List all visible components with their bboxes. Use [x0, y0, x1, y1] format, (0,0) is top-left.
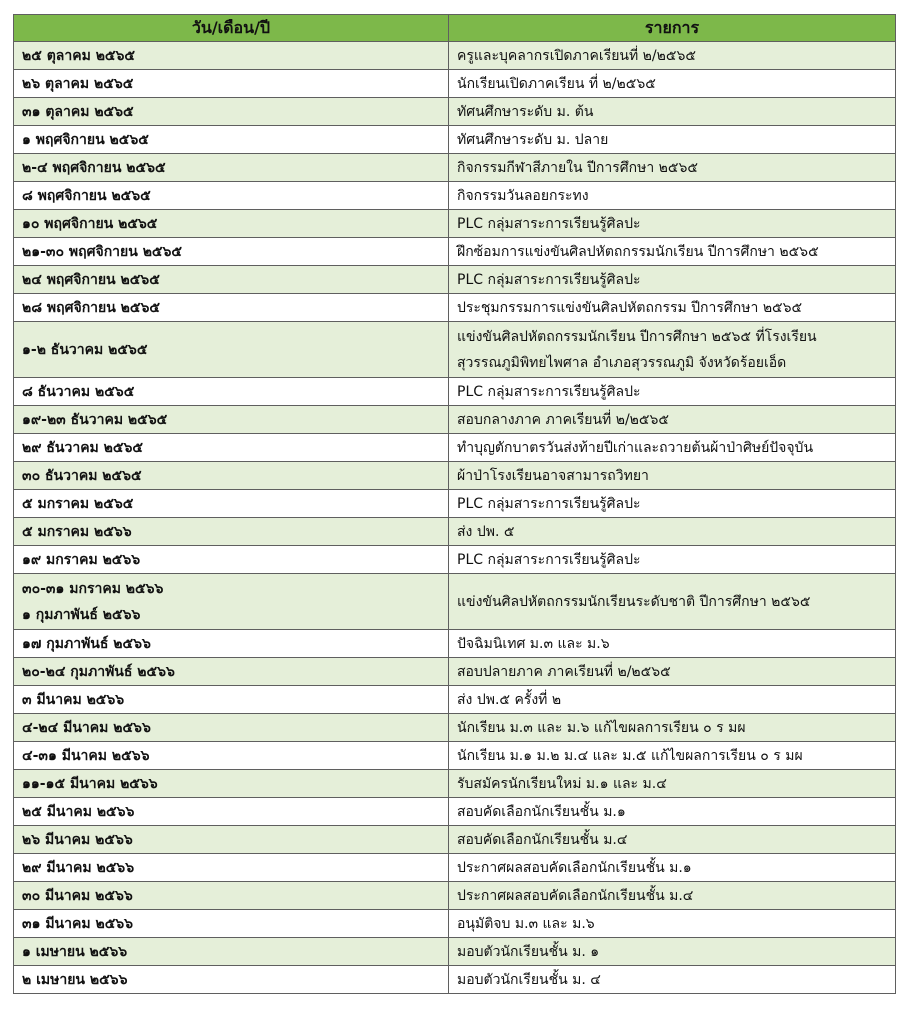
- date-cell-text: ๓๑ มีนาคม ๒๕๖๖: [22, 915, 134, 932]
- table-row: [14, 518, 896, 546]
- table-header: [14, 15, 896, 42]
- date-cell-text: ๓๐ ธันวาคม ๒๕๖๕: [22, 467, 142, 484]
- date-cell-text: ๑๐ พฤศจิกายน ๒๕๖๕: [22, 215, 158, 232]
- item-cell: [449, 658, 896, 686]
- item-cell: [449, 210, 896, 238]
- date-cell-text: ๒๔ พฤศจิกายน ๒๕๖๕: [22, 271, 160, 288]
- item-cell-text: PLC กลุ่มสาระการเรียนรู้ศิลปะ: [457, 495, 641, 512]
- date-cell: [14, 98, 449, 126]
- item-cell: [449, 238, 896, 266]
- table-row: [14, 154, 896, 182]
- item-cell-text: รับสมัครนักเรียนใหม่ ม.๑ และ ม.๔: [457, 775, 667, 792]
- date-cell: [14, 266, 449, 294]
- date-cell-text: ๔-๓๑ มีนาคม ๒๕๖๖: [22, 747, 150, 764]
- date-cell-text: ๒๐-๒๔ กุมภาพันธ์ ๒๕๖๖: [22, 663, 175, 680]
- item-cell-text: นักเรียน ม.๑ ม.๒ ม.๔ และ ม.๕ แก้ไขผลการเรียน ๐ ร มผ: [457, 747, 803, 764]
- item-cell-text: สอบกลางภาค ภาคเรียนที่ ๒/๒๕๖๕: [457, 411, 669, 428]
- item-cell-text: PLC กลุ่มสาระการเรียนรู้ศิลปะ: [457, 551, 641, 568]
- date-cell: [14, 154, 449, 182]
- date-cell: [14, 910, 449, 938]
- item-cell: [449, 322, 896, 378]
- table-row: [14, 70, 896, 98]
- table-row: [14, 378, 896, 406]
- item-cell-text: ทัศนศึกษาระดับ ม. ต้น: [457, 103, 594, 120]
- date-cell: [14, 630, 449, 658]
- table-row: [14, 966, 896, 994]
- table-row: [14, 658, 896, 686]
- table-body: [14, 42, 896, 994]
- header-row: [14, 15, 896, 42]
- date-cell-text: ๓ มีนาคม ๒๕๖๖: [22, 691, 125, 708]
- item-cell: [449, 574, 896, 630]
- item-cell-text: สอบปลายภาค ภาคเรียนที่ ๒/๒๕๖๕: [457, 663, 671, 680]
- item-cell: [449, 882, 896, 910]
- date-cell-text: ๕ มกราคม ๒๕๖๖: [22, 523, 132, 540]
- item-cell: [449, 938, 896, 966]
- date-cell: [14, 546, 449, 574]
- table-row: [14, 98, 896, 126]
- item-cell-text: สอบคัดเลือกนักเรียนชั้น ม.๔: [457, 831, 628, 848]
- table-row: [14, 686, 896, 714]
- item-cell: [449, 798, 896, 826]
- date-cell-text: ๓๐ มีนาคม ๒๕๖๖: [22, 887, 133, 904]
- table-row: [14, 294, 896, 322]
- date-cell: [14, 322, 449, 378]
- table-row: [14, 546, 896, 574]
- item-cell: [449, 630, 896, 658]
- schedule-table: [13, 14, 896, 994]
- item-cell: [449, 98, 896, 126]
- date-cell-text: ๑๙-๒๓ ธันวาคม ๒๕๖๕: [22, 411, 168, 428]
- item-cell-text: แข่งขันศิลปหัตถกรรมนักเรียนระดับชาติ ปีการศึกษา ๒๕๖๕: [457, 593, 811, 610]
- date-cell-text: ๑๙ มกราคม ๒๕๖๖: [22, 551, 141, 568]
- table-row: [14, 126, 896, 154]
- item-cell-text: กิจกรรมวันลอยกระทง: [457, 187, 589, 204]
- date-cell-text: ๓๐-๓๑ มกราคม ๒๕๖๖: [22, 580, 164, 597]
- date-cell: [14, 658, 449, 686]
- item-cell: [449, 910, 896, 938]
- item-cell: [449, 490, 896, 518]
- table-row: [14, 322, 896, 378]
- date-cell-text: ๒๕ มีนาคม ๒๕๖๖: [22, 803, 135, 820]
- date-cell: [14, 294, 449, 322]
- date-cell: [14, 378, 449, 406]
- date-cell-text: ๘ ธันวาคม ๒๕๖๕: [22, 383, 135, 400]
- date-cell-text: ๒ เมษายน ๒๕๖๖: [22, 971, 128, 988]
- item-cell: [449, 518, 896, 546]
- item-cell: [449, 966, 896, 994]
- date-cell: [14, 686, 449, 714]
- date-cell-text: ๒๘ พฤศจิกายน ๒๕๖๕: [22, 299, 160, 316]
- date-column-header: วัน/เดือน/ปี: [14, 15, 449, 42]
- item-cell-text: สอบคัดเลือกนักเรียนชั้น ม.๑: [457, 803, 626, 820]
- date-cell: [14, 126, 449, 154]
- item-cell: [449, 406, 896, 434]
- table-row: [14, 490, 896, 518]
- date-cell: [14, 434, 449, 462]
- date-cell-text: ๑๑-๑๕ มีนาคม ๒๕๖๖: [22, 775, 158, 792]
- date-cell: [14, 574, 449, 630]
- item-cell: [449, 770, 896, 798]
- item-cell: [449, 714, 896, 742]
- item-cell-text: ทำบุญตักบาตรวันส่งท้ายปีเก่าและถวายต้นผ้าป่าศิษย์ปัจจุบัน: [457, 439, 814, 456]
- table-row: [14, 798, 896, 826]
- date-cell: [14, 210, 449, 238]
- date-cell-text: ๒๙ มีนาคม ๒๕๖๖: [22, 859, 135, 876]
- item-cell-text: กิจกรรมกีฬาสีภายใน ปีการศึกษา ๒๕๖๕: [457, 159, 698, 176]
- item-cell-text: มอบตัวนักเรียนชั้น ม. ๑: [457, 943, 600, 960]
- item-cell-text: PLC กลุ่มสาระการเรียนรู้ศิลปะ: [457, 271, 641, 288]
- item-cell: [449, 378, 896, 406]
- item-cell: [449, 826, 896, 854]
- item-cell: [449, 854, 896, 882]
- date-cell-text: ๓๑ ตุลาคม ๒๕๖๕: [22, 103, 134, 120]
- date-cell: [14, 882, 449, 910]
- item-cell: [449, 742, 896, 770]
- date-cell: [14, 854, 449, 882]
- date-cell-text: ๑ กุมภาพันธ์ ๒๕๖๖: [22, 606, 141, 623]
- item-cell: [449, 294, 896, 322]
- date-cell: [14, 770, 449, 798]
- date-cell-text: ๒๖ มีนาคม ๒๕๖๖: [22, 831, 133, 848]
- item-cell-text: ผ้าป่าโรงเรียนอาจสามารถวิทยา: [457, 467, 649, 484]
- date-cell-text: ๑๗ กุมภาพันธ์ ๒๕๖๖: [22, 635, 151, 652]
- item-cell-text: PLC กลุ่มสาระการเรียนรู้ศิลปะ: [457, 383, 641, 400]
- date-cell: [14, 490, 449, 518]
- item-cell-text: นักเรียน ม.๓ และ ม.๖ แก้ไขผลการเรียน ๐ ร มผ: [457, 719, 746, 736]
- date-cell: [14, 826, 449, 854]
- table-row: [14, 910, 896, 938]
- date-cell: [14, 742, 449, 770]
- item-cell-text: อนุมัติจบ ม.๓ และ ม.๖: [457, 915, 595, 932]
- item-cell-text: PLC กลุ่มสาระการเรียนรู้ศิลปะ: [457, 215, 641, 232]
- table-row: [14, 42, 896, 70]
- table-row: [14, 210, 896, 238]
- table-row: [14, 826, 896, 854]
- table-row: [14, 574, 896, 630]
- date-cell: [14, 70, 449, 98]
- date-cell-text: ๒๕ ตุลาคม ๒๕๖๕: [22, 47, 136, 64]
- date-cell: [14, 462, 449, 490]
- date-cell-text: ๑ พฤศจิกายน ๒๕๖๕: [22, 131, 149, 148]
- date-cell-text: ๒-๔ พฤศจิกายน ๒๕๖๕: [22, 159, 166, 176]
- item-cell: [449, 266, 896, 294]
- item-cell-text: ส่ง ปพ.๕ ครั้งที่ ๒: [457, 691, 562, 708]
- date-cell-text: ๒๑-๓๐ พฤศจิกายน ๒๕๖๕: [22, 243, 183, 260]
- date-cell: [14, 42, 449, 70]
- item-cell: [449, 42, 896, 70]
- date-cell: [14, 518, 449, 546]
- item-cell: [449, 126, 896, 154]
- date-cell: [14, 238, 449, 266]
- item-cell: [449, 686, 896, 714]
- item-cell-text: ประชุมกรรมการแข่งขันศิลปหัตถกรรม ปีการศึกษา ๒๕๖๕: [457, 299, 803, 316]
- date-cell: [14, 938, 449, 966]
- date-cell: [14, 406, 449, 434]
- table-row: [14, 630, 896, 658]
- item-cell-text: ฝึกซ้อมการแข่งขันศิลปหัตถกรรมนักเรียน ปีการศึกษา ๒๕๖๕: [457, 243, 819, 260]
- date-cell: [14, 966, 449, 994]
- table-row: [14, 770, 896, 798]
- item-cell-text: ส่ง ปพ. ๕: [457, 523, 515, 540]
- table-row: [14, 714, 896, 742]
- item-cell-text: ครูและบุคลากรเปิดภาคเรียนที่ ๒/๒๕๖๕: [457, 47, 696, 64]
- item-column-header: รายการ: [449, 15, 896, 42]
- item-cell-text: นักเรียนเปิดภาคเรียน ที่ ๒/๒๕๖๕: [457, 75, 656, 92]
- table-row: [14, 938, 896, 966]
- item-cell: [449, 182, 896, 210]
- date-cell-text: ๕ มกราคม ๒๕๖๕: [22, 495, 134, 512]
- table-row: [14, 462, 896, 490]
- date-cell-text: ๒๖ ตุลาคม ๒๕๖๕: [22, 75, 134, 92]
- item-cell: [449, 434, 896, 462]
- item-cell-text: ปัจฉิมนิเทศ ม.๓ และ ม.๖: [457, 635, 610, 652]
- date-cell-text: ๘ พฤศจิกายน ๒๕๖๕: [22, 187, 151, 204]
- table-row: [14, 238, 896, 266]
- item-cell: [449, 154, 896, 182]
- item-cell: [449, 546, 896, 574]
- item-cell-text: สุวรรณภูมิพิทยไพศาล อำเภอสุวรรณภูมิ จังหวัดร้อยเอ็ด: [457, 354, 787, 371]
- date-cell-text: ๑-๒ ธันวาคม ๒๕๖๕: [22, 341, 148, 358]
- item-cell: [449, 462, 896, 490]
- table-row: [14, 882, 896, 910]
- item-cell-text: ประกาศผลสอบคัดเลือกนักเรียนชั้น ม.๔: [457, 887, 694, 904]
- date-cell-text: ๒๙ ธันวาคม ๒๕๖๕: [22, 439, 143, 456]
- date-cell: [14, 182, 449, 210]
- item-cell-text: แข่งขันศิลปหัตถกรรมนักเรียน ปีการศึกษา ๒๕๖๕ ที่โรงเรียน: [457, 328, 817, 345]
- item-cell: [449, 70, 896, 98]
- table-row: [14, 266, 896, 294]
- table-row: [14, 434, 896, 462]
- date-cell-text: ๑ เมษายน ๒๕๖๖: [22, 943, 128, 960]
- date-cell-text: ๔-๒๔ มีนาคม ๒๕๖๖: [22, 719, 151, 736]
- item-cell-text: ประกาศผลสอบคัดเลือกนักเรียนชั้น ม.๑: [457, 859, 692, 876]
- date-cell: [14, 714, 449, 742]
- table-row: [14, 854, 896, 882]
- table-row: [14, 742, 896, 770]
- item-cell-text: มอบตัวนักเรียนชั้น ม. ๔: [457, 971, 601, 988]
- item-cell-text: ทัศนศึกษาระดับ ม. ปลาย: [457, 131, 609, 148]
- date-cell: [14, 798, 449, 826]
- table-row: [14, 182, 896, 210]
- table-row: [14, 406, 896, 434]
